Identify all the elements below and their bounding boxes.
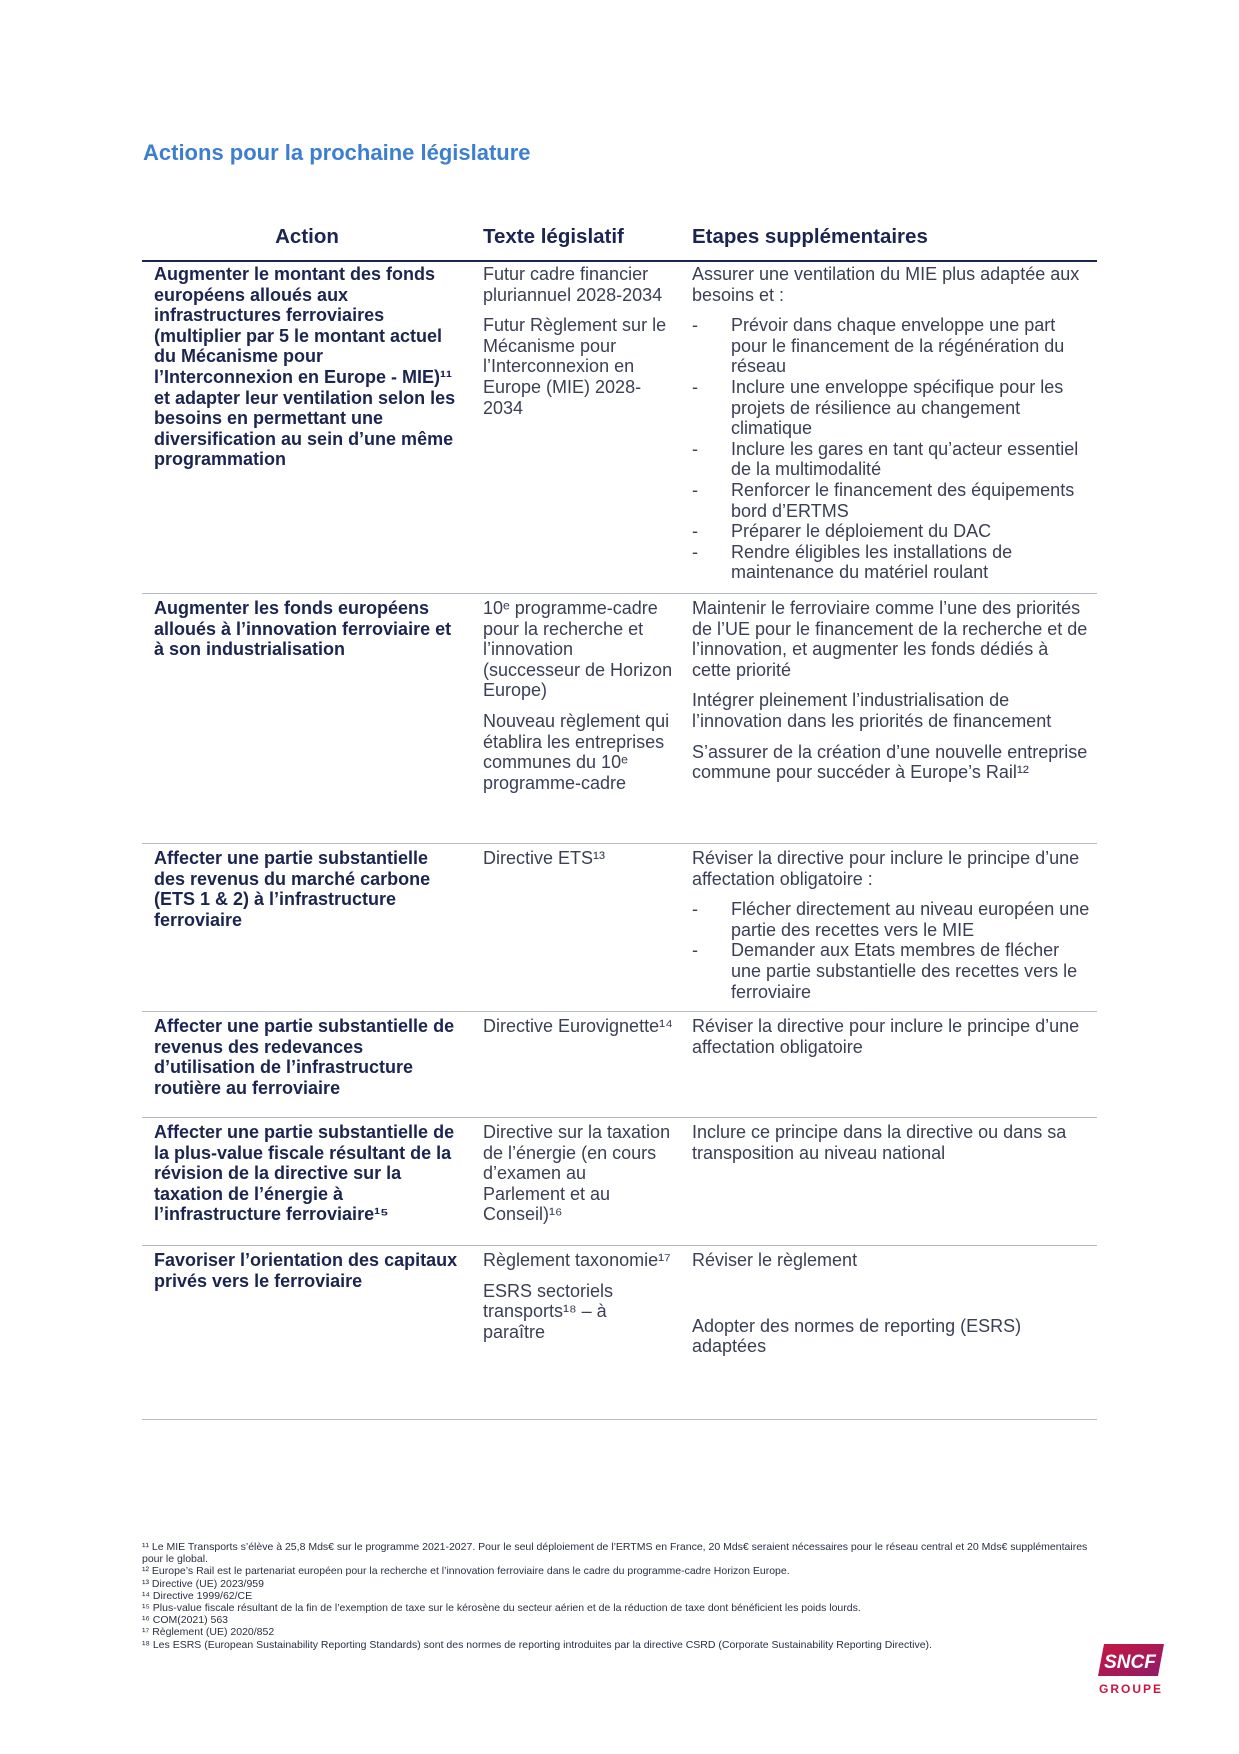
footnote: ¹⁵ Plus-value fiscale résultant de la fin de l’exemption de taxe sur le kérosène du secteur aérien et de la réduction de taxe dont bénéficient les poids lourds. xyxy=(142,1602,861,1615)
etapes-item: Maintenir le ferroviaire comme l’une des priorités de l’UE pour le financement de la recherche et de l’innovation, et augmenter les fonds dédiés à cette priorité xyxy=(692,598,1088,680)
row-action: Augmenter le montant des fonds européens alloués aux infrastructures ferroviaires (multiplier par 5 le montant actuel du Mécanisme pour l’Interconnexion en Europe - MIE)¹¹ et adapter leur ventilation selon les besoins en permettant une diversification au sein d’une même programmation xyxy=(154,264,456,470)
table-row xyxy=(142,593,1097,844)
row-texte xyxy=(483,598,673,803)
table-row xyxy=(142,260,1097,583)
texte-item: Nouveau règlement qui établira les entreprises communes du 10ᵉ programme-cadre xyxy=(483,710,670,793)
etapes-list xyxy=(692,899,1092,1002)
table-bottom-rule xyxy=(142,1419,1097,1420)
footnote: ¹⁴ Directive 1999/62/CE xyxy=(142,1589,253,1602)
texte-item: Futur Règlement sur le Mécanisme pour l’Interconnexion en Europe (MIE) 2028-2034 xyxy=(483,315,667,418)
actions-table xyxy=(142,214,1097,1357)
row-action: Affecter une partie substantielle de revenus des redevances d’utilisation de l’infrastructure routière au ferroviaire xyxy=(154,1016,455,1098)
row-etapes xyxy=(692,1250,1092,1367)
texte-item: Directive Eurovignette¹⁴ xyxy=(483,1016,673,1036)
row-etapes xyxy=(692,264,1092,583)
list-item: - Demander aux Etats membres de flécher une partie substantielle des recettes vers le ferroviaire xyxy=(692,940,1092,1002)
table-header xyxy=(142,214,1097,262)
table-row xyxy=(142,1117,1097,1246)
list-item: - Rendre éligibles les installations de maintenance du matériel roulant xyxy=(692,542,1092,583)
footnote: ¹⁷ Règlement (UE) 2020/852 xyxy=(142,1626,275,1639)
row-etapes xyxy=(692,598,1092,793)
row-etapes xyxy=(692,1016,1092,1067)
table-row xyxy=(142,1245,1097,1420)
texte-item: Règlement taxonomie¹⁷ xyxy=(483,1250,671,1270)
footnote: ¹⁸ Les ESRS (European Sustainability Reporting Standards) sont des normes de reporting introduites par la directive CSRD (Corporate Sustainability Reporting Directive). xyxy=(142,1638,932,1651)
row-texte xyxy=(483,264,673,428)
etapes-item: S’assurer de la création d’une nouvelle entreprise commune pour succéder à Europe’s Rail¹² xyxy=(692,741,1088,783)
footnote: ¹¹ Le MIE Transports s’élève à 25,8 Mds€ sur le programme 2021-2027. Pour le seul déploiement de l’ERTMS en France, 20 Mds€ seraient nécessaires pour le réseau central et 20 Mds€ supplémentaires pour le global. xyxy=(142,1541,1088,1566)
row-texte xyxy=(483,1122,673,1235)
texte-item: Futur cadre financier pluriannuel 2028-2034 xyxy=(483,264,663,305)
footnotes xyxy=(142,1541,1102,1651)
row-texte xyxy=(483,1250,673,1352)
etapes-list xyxy=(692,315,1092,583)
row-action: Favoriser l’orientation des capitaux privés vers le ferroviaire xyxy=(154,1250,458,1291)
row-texte xyxy=(483,848,673,879)
etapes-intro: Réviser la directive pour inclure le principe d’une affectation obligatoire : xyxy=(692,848,1080,889)
etapes-item: Réviser la directive pour inclure le principe d’une affectation obligatoire xyxy=(692,1016,1080,1057)
table-row xyxy=(142,843,1097,1012)
list-item: - Prévoir dans chaque enveloppe une part pour le financement de la régénération du réseau xyxy=(692,315,1092,377)
row-action: Augmenter les fonds européens alloués à l’innovation ferroviaire et à son industrialisation xyxy=(154,598,452,660)
list-item: - Renforcer le financement des équipements bord d’ERTMS xyxy=(692,480,1092,521)
list-item: - Inclure une enveloppe spécifique pour les projets de résilience au changement climatique xyxy=(692,377,1092,439)
footnote: ¹⁶ COM(2021) 563 xyxy=(142,1614,229,1627)
logo-brand-text: SNCF xyxy=(1104,1652,1156,1673)
texte-item: ESRS sectoriels transports¹⁸ – à paraître xyxy=(483,1280,614,1342)
row-action: Affecter une partie substantielle des revenus du marché carbone (ETS 1 & 2) à l’infrastructure ferroviaire xyxy=(154,848,431,930)
list-item: - Inclure les gares en tant qu’acteur essentiel de la multimodalité xyxy=(692,439,1092,480)
list-item: - Préparer le déploiement du DAC xyxy=(692,521,1092,542)
texte-item: 10ᵉ programme-cadre pour la recherche et l’innovation (successeur de Horizon Europe) xyxy=(483,598,673,701)
table-row xyxy=(142,1011,1097,1118)
header-texte: Texte législatif xyxy=(483,225,624,248)
logo-subtitle: GROUPE xyxy=(1098,1682,1163,1696)
texte-item: Directive ETS¹³ xyxy=(483,848,606,868)
list-item: - Flécher directement au niveau européen une partie des recettes vers le MIE xyxy=(692,899,1092,940)
header-action: Action xyxy=(275,225,339,248)
footnote: ¹³ Directive (UE) 2023/959 xyxy=(142,1577,264,1590)
row-texte xyxy=(483,1016,673,1047)
row-etapes xyxy=(692,1122,1092,1173)
etapes-item: Intégrer pleinement l’industrialisation de l’innovation dans les priorités de financement xyxy=(692,690,1052,731)
texte-item: Directive sur la taxation de l’énergie (en cours d’examen au Parlement et au Conseil)¹⁶ xyxy=(483,1122,671,1225)
etapes-item: Inclure ce principe dans la directive ou dans sa transposition au niveau national xyxy=(692,1122,1067,1163)
etapes-item: Adopter des normes de reporting (ESRS) adaptées xyxy=(692,1315,1022,1357)
etapes-item: Réviser le règlement xyxy=(692,1250,858,1270)
page-title: Actions pour la prochaine législature xyxy=(143,140,531,165)
row-etapes xyxy=(692,848,1092,1002)
footnote: ¹² Europe’s Rail est le partenariat européen pour la recherche et l’innovation ferroviaire dans le cadre du programme-cadre Horizon Europe. xyxy=(142,1565,790,1578)
etapes-intro: Assurer une ventilation du MIE plus adaptée aux besoins et : xyxy=(692,264,1080,305)
header-etapes: Etapes supplémentaires xyxy=(692,225,928,248)
row-action: Affecter une partie substantielle de la plus-value fiscale résultant de la révision de la directive sur la taxation de l’énergie à l’infrastructure ferroviaire¹⁵ xyxy=(154,1122,455,1225)
